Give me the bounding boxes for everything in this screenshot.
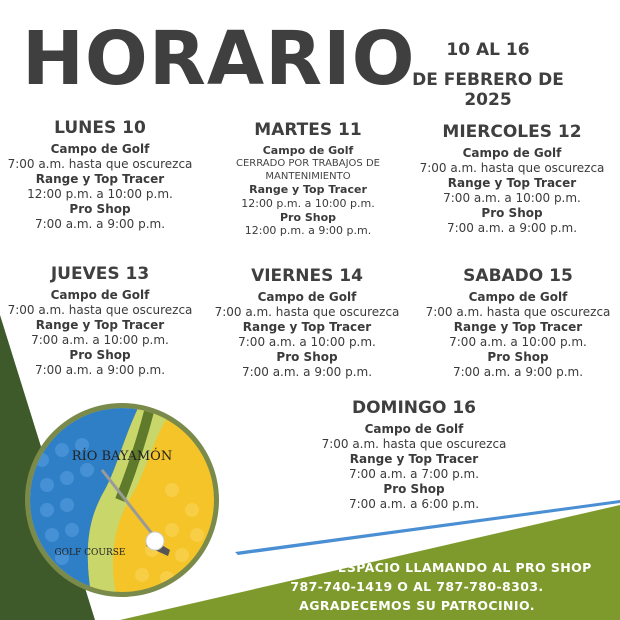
shop-label: Pro Shop	[69, 202, 131, 217]
range-hours: 12:00 p.m. a 10:00 p.m.	[241, 196, 375, 210]
date-range-line1: 10 AL 16	[446, 40, 530, 60]
golf-hours: 7:00 a.m. hasta que oscurezca	[7, 157, 193, 172]
golf-label: Campo de Golf	[462, 146, 562, 161]
logo-top-text: RÍO BAYAMÓN	[71, 449, 173, 464]
day-name: SABADO 15	[463, 266, 573, 286]
golf-hours: 7:00 a.m. hasta que oscurezca	[7, 303, 193, 318]
golf-label: Campo de Golf	[468, 290, 568, 305]
footer-message	[232, 559, 602, 615]
golf-ball-icon	[146, 532, 164, 550]
day-name: JUEVES 13	[50, 264, 150, 284]
golf-label: Campo de Golf	[257, 290, 357, 305]
rio-bayamon-golf-logo	[22, 400, 222, 600]
range-hours: 7:00 a.m. a 10:00 p.m.	[31, 333, 169, 348]
range-label: Range y Top Tracer	[249, 183, 367, 196]
golf-label: Campo de Golf	[50, 142, 150, 157]
range-hours: 7:00 a.m. a 10:00 p.m.	[449, 335, 587, 350]
footer-line3: AGRADECEMOS SU PATROCINIO.	[299, 597, 535, 613]
page-title: HORARIO	[22, 16, 416, 102]
range-label: Range y Top Tracer	[447, 176, 577, 191]
day-block-domingo	[314, 398, 514, 512]
range-hours: 7:00 a.m. a 10:00 p.m.	[238, 335, 376, 350]
shop-hours: 7:00 a.m. a 9:00 p.m.	[241, 365, 373, 380]
range-hours: 7:00 a.m. a 7:00 p.m.	[348, 467, 480, 482]
range-label: Range y Top Tracer	[35, 172, 165, 187]
footer-line1: RESERVA TU ESPACIO LLAMANDO AL PRO SHOP	[242, 560, 592, 575]
shop-hours: 7:00 a.m. a 9:00 p.m.	[34, 363, 166, 378]
day-name: LUNES 10	[54, 118, 146, 138]
golf-hours: 7:00 a.m. hasta que oscurezca	[419, 161, 605, 176]
day-block-viernes	[207, 266, 407, 380]
day-block-miercoles	[412, 122, 612, 236]
range-label: Range y Top Tracer	[453, 320, 583, 335]
shop-label: Pro Shop	[487, 350, 549, 365]
range-label: Range y Top Tracer	[349, 452, 479, 467]
footer-line2: 787-740-1419 O AL 787-780-8303.	[290, 578, 544, 594]
golf-closed-note: CERRADO POR TRABAJOS DE MANTENIMIENTO	[236, 158, 380, 182]
golf-label: Campo de Golf	[364, 422, 464, 437]
shop-label: Pro Shop	[481, 206, 543, 221]
golf-label: Campo de Golf	[262, 144, 354, 158]
range-label: Range y Top Tracer	[35, 318, 165, 333]
shop-hours: 7:00 a.m. a 9:00 p.m.	[452, 365, 584, 380]
shop-hours: 7:00 a.m. a 6:00 p.m.	[348, 497, 480, 512]
golf-label: Campo de Golf	[50, 288, 150, 303]
golf-hours: 7:00 a.m. hasta que oscurezca	[425, 305, 611, 320]
day-name: MIERCOLES 12	[442, 122, 582, 142]
golf-hours: 7:00 a.m. hasta que oscurezca	[321, 437, 507, 452]
range-hours: 12:00 p.m. a 10:00 p.m.	[27, 187, 173, 202]
shop-label: Pro Shop	[276, 350, 338, 365]
date-range-line2: DE FEBRERO DE 2025	[412, 70, 564, 110]
logo-bottom-text: GOLF COURSE	[54, 548, 126, 558]
shop-label: Pro Shop	[383, 482, 445, 497]
day-name: MARTES 11	[254, 120, 362, 140]
range-hours: 7:00 a.m. a 10:00 p.m.	[443, 191, 581, 206]
golf-hours: 7:00 a.m. hasta que oscurezca	[214, 305, 400, 320]
day-name: VIERNES 14	[251, 266, 363, 286]
range-label: Range y Top Tracer	[242, 320, 372, 335]
shop-hours: 12:00 p.m. a 9:00 p.m.	[244, 224, 372, 238]
shop-label: Pro Shop	[279, 210, 337, 224]
day-block-martes	[208, 120, 408, 238]
shop-hours: 7:00 a.m. a 9:00 p.m.	[446, 221, 578, 236]
day-block-jueves	[0, 264, 200, 378]
day-block-lunes	[0, 118, 200, 232]
day-name: DOMINGO 16	[351, 398, 476, 418]
shop-label: Pro Shop	[69, 348, 131, 363]
day-block-sabado	[418, 266, 618, 380]
shop-hours: 7:00 a.m. a 9:00 p.m.	[34, 217, 166, 232]
